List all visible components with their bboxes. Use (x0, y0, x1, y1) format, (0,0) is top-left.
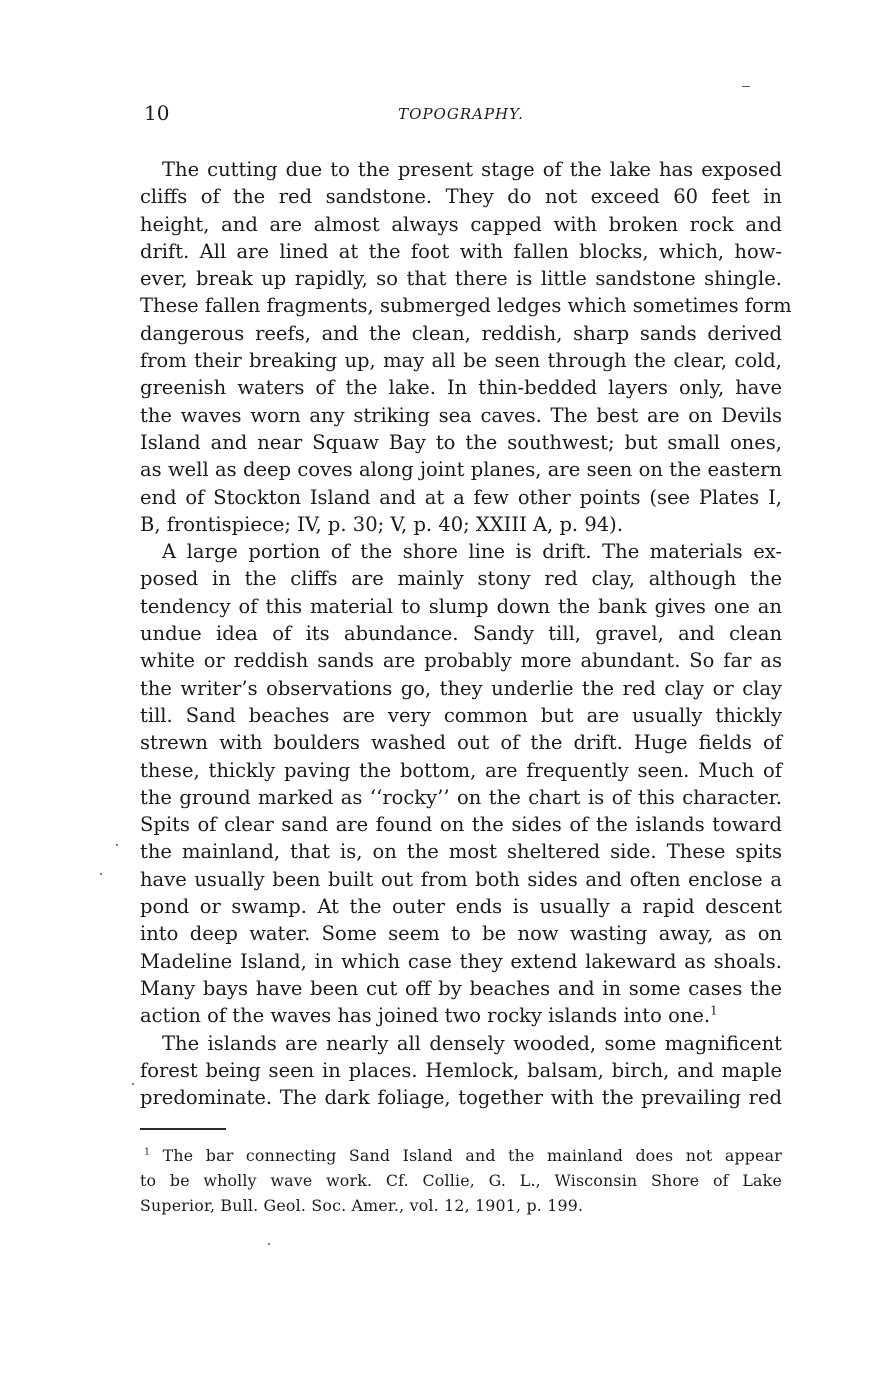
footnote-marker: 1 (144, 1146, 151, 1158)
footnote-divider (140, 1128, 226, 1130)
footnote-line (140, 1143, 782, 1168)
scan-speck (132, 1083, 134, 1085)
text-line: from their breaking up, may all be seen through the clear, cold, (140, 349, 782, 373)
text-line: undue idea of its abundance. Sandy till, gravel, and clean (140, 622, 782, 646)
text-line: the ground marked as ‘‘rocky’’ on the chart is of this character. (140, 785, 782, 809)
footnote-reference: 1 (710, 1003, 718, 1018)
text-line: these, thickly paving the bottom, are frequently seen. Much of (140, 758, 782, 782)
text-line: tendency of this material to slump down the bank gives one an (140, 594, 782, 618)
scan-speck (100, 873, 102, 875)
body-text (140, 156, 792, 1111)
scan-speck (116, 844, 118, 846)
scan-speck (268, 1243, 270, 1245)
text-line: The islands are nearly all densely wooded, some magnificent (162, 1031, 782, 1055)
footnote-line: to be wholly wave work. Cf. Collie, G. L., Wisconsin Shore of Lake (140, 1171, 782, 1190)
text-line: white or reddish sands are probably more abundant. So far as (140, 649, 782, 673)
text-line: the waves worn any striking sea caves. The best are on Devils (140, 403, 782, 427)
text-line: forest being seen in places. Hemlock, balsam, birch, and maple (140, 1058, 782, 1082)
text-line: Island and near Squaw Bay to the southwest; but small ones, (140, 430, 782, 454)
text-line: strewn with boulders washed out of the drift. Huge fields of (140, 731, 782, 755)
text-line: posed in the cliffs are mainly stony red clay, although the (140, 567, 782, 591)
text-line: A large portion of the shore line is drift. The materials ex- (162, 540, 782, 564)
text-line: pond or swamp. At the outer ends is usually a rapid descent (140, 895, 782, 919)
text-line: dangerous reefs, and the clean, reddish, sharp sands derived (140, 321, 782, 345)
page-header (140, 101, 782, 131)
text-line: These fallen fragments, submerged ledges which sometimes form (140, 294, 792, 318)
text-line: Many bays have been cut off by beaches and in some cases the (140, 976, 782, 1000)
footnote-text: The bar connecting Sand Island and the mainland does not appear (162, 1146, 782, 1165)
text-line: The cutting due to the present stage of the lake has exposed (162, 158, 782, 181)
text-line: ever, break up rapidly, so that there is little sandstone shingle. (140, 267, 782, 291)
text-line: drift. All are lined at the foot with fallen blocks, which, how- (140, 239, 782, 263)
text-line-with-footnote (140, 1002, 782, 1029)
text-line: end of Stockton Island and at a few other points (see Plates I, (140, 485, 782, 509)
text-line: into deep water. Some seem to be now wasting away, as on (140, 922, 782, 946)
text-line: cliffs of the red sandstone. They do not exceed 60 feet in (140, 185, 782, 209)
text-line: action of the waves has joined two rocky islands into one. (140, 1004, 711, 1028)
text-line: height, and are almost always capped with broken rock and (140, 212, 782, 236)
text-line: the writer’s observations go, they underlie the red clay or clay (140, 676, 782, 700)
text-line: as well as deep coves along joint planes, are seen on the eastern (140, 458, 782, 482)
scan-speck (742, 86, 750, 87)
text-line: B, frontispiece; IV, p. 30; V, p. 40; XXIII A, p. 94). (140, 512, 623, 536)
text-line: the mainland, that is, on the most sheltered side. These spits (140, 840, 782, 864)
text-line: greenish waters of the lake. In thin-bedded layers only, have (140, 376, 782, 400)
text-line: Madeline Island, in which case they extend lakeward as shoals. (140, 949, 782, 973)
running-title: TOPOGRAPHY. (398, 105, 524, 123)
footnote (140, 1143, 782, 1218)
footnote-line: Superior, Bull. Geol. Soc. Amer., vol. 12, 1901, p. 199. (140, 1196, 584, 1215)
text-line: predominate. The dark foliage, together with the prevailing red (140, 1086, 782, 1110)
page-number: 10 (144, 101, 170, 125)
text-line: have usually been built out from both sides and often enclose a (140, 867, 782, 891)
text-line: till. Sand beaches are very common but are usually thickly (140, 703, 782, 727)
text-line: Spits of clear sand are found on the sides of the islands toward (140, 813, 782, 837)
